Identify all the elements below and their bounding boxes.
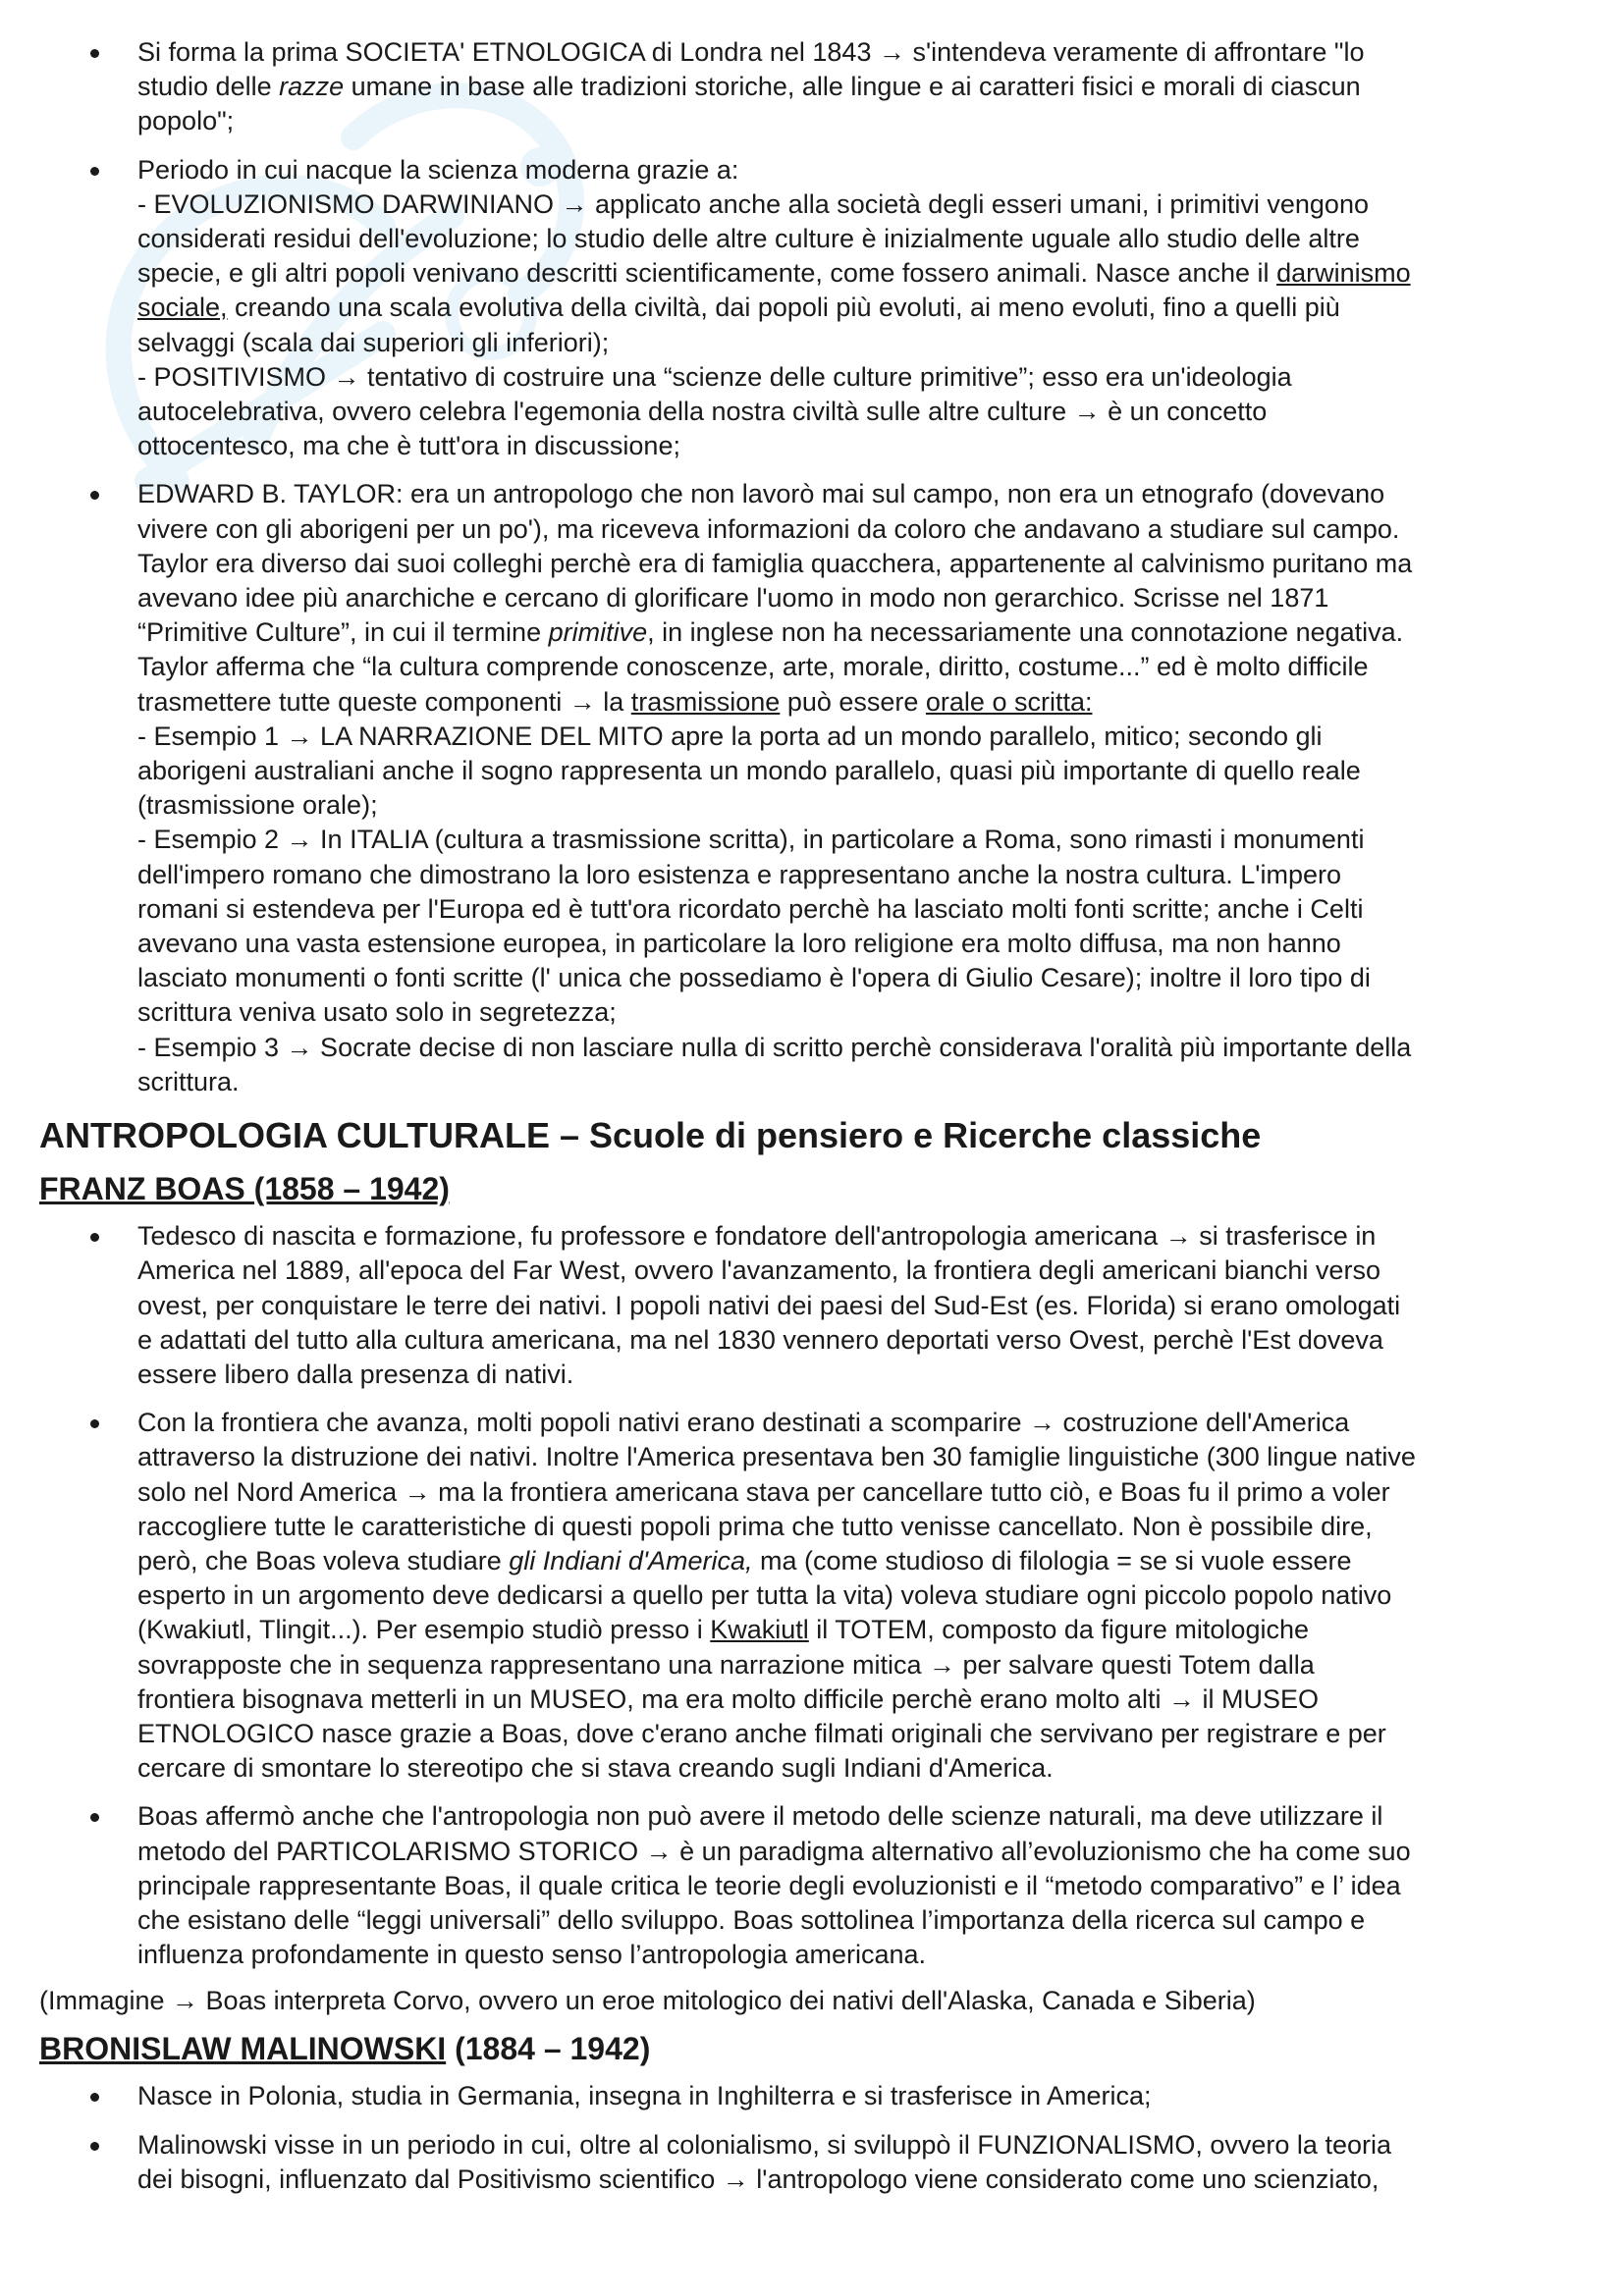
boas-bullet-1	[39, 1219, 1600, 1392]
text-line: America nel 1889, all'epoca del Far West, ovvero l'avanzamento, la frontiera degli americani bianchi verso	[137, 1255, 1380, 1286]
boas-image-note: (Immagine → Boas interpreta Corvo, ovvero un eroe mitologico dei nativi dell'Alaska, Canada e Siberia)	[39, 1986, 1256, 2016]
text-line: Periodo in cui nacque la scienza moderna grazie a:	[137, 154, 739, 185]
text-line: autocelebrativa, ovvero celebra l'egemonia della nostra civiltà sulle altre culture → è un concetto	[137, 397, 1268, 427]
malinowski-bullet-2	[39, 2128, 1600, 2197]
italic-text: gli Indiani d'America,	[509, 1545, 753, 1575]
text-line: vivere con gli aborigeni per un po'), ma riceveva informazioni da coloro che andavano a studiare sul campo.	[137, 513, 1400, 544]
text-line: dei bisogni, influenzato dal Positivismo scientifico → l'antropologo viene considerato come uno scienziato,	[137, 2163, 1380, 2194]
text-line: EDWARD B. TAYLOR: era un antropologo che non lavorò mai sul campo, non era un etnografo (dovevano	[137, 479, 1385, 509]
text-line: Taylor afferma che “la cultura comprende conoscenze, arte, morale, diritto, costume...” ed è molto difficile	[137, 652, 1369, 682]
section-title: ANTROPOLOGIA CULTURALE – Scuole di pensiero e Ricerche classiche	[39, 1115, 1262, 1156]
text-line: Tedesco di nascita e formazione, fu professore e fondatore dell'antropologia americana → si trasferisce in	[137, 1221, 1377, 1252]
text-line: Nasce in Polonia, studia in Germania, insegna in Inghilterra e si trasferisce in America;	[137, 2081, 1152, 2111]
text-line: attraverso la distruzione dei nativi. Inoltre l'America presentava ben 30 famiglie linguistiche (300 lingue native	[137, 1442, 1416, 1472]
text-line: (trasmissione orale);	[137, 790, 378, 821]
text-line: (Kwakiutl, Tlingit...). Per esempio studiò presso i Kwakiutl il TOTEM, composto da figure mitologiche	[137, 1615, 1309, 1645]
text-line: principale rappresentante Boas, il quale critica le teorie degli evoluzionisti e il “metodo comparativo” e l’ idea	[137, 1870, 1401, 1900]
malinowski-name: BRONISLAW MALINOWSKI	[39, 2031, 447, 2067]
intro-bullet-1	[39, 35, 1600, 139]
malinowski-heading	[39, 2028, 1600, 2069]
text-line: avevano una vasta estensione europea, in particolare la loro religione era molto diffusa, ma non hanno	[137, 929, 1341, 959]
bullet-dot-icon	[90, 49, 99, 58]
text-line: cercare di smontare lo stereotipo che si stava creando sugli Indiani d'America.	[137, 1753, 1054, 1784]
text-line: sociale, creando una scala evolutiva della civiltà, dai popoli più evoluti, ai meno evoluti, fino a quelli più	[137, 293, 1340, 323]
italic-text: razze	[279, 72, 345, 102]
document-page	[39, 35, 1600, 2211]
underlined-text: Kwakiutl	[710, 1615, 809, 1645]
text-line: - Esempio 2 → In ITALIA (cultura a trasmissione scritta), in particolare a Roma, sono rimasti i monumenti	[137, 825, 1365, 855]
text-line: selvaggi (scala dai superiori gli inferiori);	[137, 327, 610, 357]
text-line: Con la frontiera che avanza, molti popoli nativi erano destinati a scomparire → costruzione dell'America	[137, 1408, 1350, 1438]
underlined-text: sociale,	[137, 293, 228, 323]
malinowski-years: (1884 – 1942)	[446, 2031, 651, 2067]
text-line: - Esempio 1 → LA NARRAZIONE DEL MITO apre la porta ad un mondo parallelo, mitico; secondo gli	[137, 721, 1323, 751]
text-line: popolo";	[137, 106, 235, 136]
underlined-text: darwinismo	[1276, 258, 1411, 289]
boas-bullet-list	[39, 1219, 1600, 1972]
text-line: che esistano delle “leggi universali” dello sviluppo. Boas sottolinea l’importanza della ricerca sul campo e	[137, 1904, 1366, 1935]
boas-bullet-2	[39, 1406, 1600, 1786]
text-line: dell'impero romano che dimostrano la loro esistenza e rappresentano anche la nostra cultura. L'impero	[137, 859, 1341, 889]
text-line: - EVOLUZIONISMO DARWINIANO → applicato anche alla società degli esseri umani, i primitivi vengono	[137, 188, 1369, 219]
text-line: Malinowski visse in un periodo in cui, oltre al colonialismo, si sviluppò il FUNZIONALISMO, ovvero la teoria	[137, 2129, 1391, 2160]
malinowski-bullet-list	[39, 2079, 1600, 2197]
bullet-dot-icon	[90, 2142, 99, 2151]
text-line: lasciato monumenti o fonti scritte (l' unica che possediamo è l'opera di Giulio Cesare); inoltre il loro tipo di	[137, 963, 1371, 993]
text-line: frontiera bisognava metterli in un MUSEO, ma era molto difficile perchè erano molto alti → il MUSEO	[137, 1683, 1319, 1714]
text-line: ovest, per conquistare le terre dei nativi. I popoli nativi dei paesi del Sud-Est (es. Florida) si erano omologati	[137, 1290, 1401, 1320]
malinowski-bullet-1	[39, 2079, 1600, 2113]
boas-bullet-3	[39, 1799, 1600, 1972]
text-line: sovrapposte che in sequenza rappresentano una narrazione mitica → per salvare questi Totem dalla	[137, 1649, 1315, 1680]
intro-bullet-list	[39, 35, 1600, 1099]
text-line: solo nel Nord America → ma la frontiera americana stava per cancellare tutto ciò, e Boas fu il primo a voler	[137, 1476, 1390, 1507]
bullet-dot-icon	[90, 167, 99, 176]
intro-bullet-3	[39, 477, 1600, 1099]
text-line: influenza profondamente in questo senso l’antropologia americana.	[137, 1940, 927, 1970]
text-line: ETNOLOGICO nasce grazie a Boas, dove c'erano anche filmati originali che servivano per registrare e per	[137, 1718, 1386, 1748]
text-line: avevano idee più anarchiche e cercano di glorificare l'uomo in modo non gerarchico. Scrisse nel 1871	[137, 583, 1329, 614]
boas-heading	[39, 1168, 1600, 1209]
text-line: “Primitive Culture”, in cui il termine primitive, in inglese non ha necessariamente una connotazione negativa.	[137, 617, 1404, 648]
text-line: considerati residui dell'evoluzione; lo studio delle altre culture è inizialmente uguale allo studio delle altre	[137, 224, 1360, 254]
text-line: raccogliere tutte le caratteristiche di questi popoli prima che tutto venisse cancellato. Non è possibile dire,	[137, 1511, 1373, 1541]
text-line: - POSITIVISMO → tentativo di costruire una “scienze delle culture primitive”; esso era un'ideologia	[137, 361, 1292, 392]
text-line: trasmettere tutte queste componenti → la trasmissione può essere orale o scritta:	[137, 686, 1093, 717]
text-line: ottocentesco, ma che è tutt'ora in discussione;	[137, 431, 680, 461]
bullet-dot-icon	[90, 1419, 99, 1428]
bullet-dot-icon	[90, 1233, 99, 1242]
text-line: esperto in un argomento deve dedicarsi a quello per tutta la vita) voleva studiare ogni piccolo popolo nativo	[137, 1580, 1392, 1611]
text-line: e adattati del tutto alla cultura americana, ma nel 1830 vennero deportati verso Ovest, perchè l'Est doveva	[137, 1324, 1383, 1355]
text-line: studio delle razze umane in base alle tradizioni storiche, alle lingue e ai caratteri fisici e morali di ciascun	[137, 72, 1361, 102]
text-line: però, che Boas voleva studiare gli Indiani d'America, ma (come studioso di filologia = se si vuole essere	[137, 1545, 1352, 1575]
text-line: scrittura.	[137, 1066, 240, 1096]
text-line: Boas affermò anche che l'antropologia non può avere il metodo delle scienze naturali, ma deve utilizzare il	[137, 1801, 1383, 1832]
text-line: metodo del PARTICOLARISMO STORICO → è un paradigma alternativo all’evoluzionismo che ha come suo	[137, 1836, 1411, 1866]
text-line: Si forma la prima SOCIETA' ETNOLOGICA di Londra nel 1843 → s'intendeva veramente di affrontare "lo	[137, 37, 1365, 67]
bullet-dot-icon	[90, 1813, 99, 1822]
text-line: romani si estendeva per l'Europa ed è tutt'ora ricordato perchè ha lasciato molti fonti scritte; anche i Celti	[137, 893, 1364, 924]
bullet-dot-icon	[90, 491, 99, 500]
text-line: essere libero dalla presenza di nativi.	[137, 1359, 574, 1389]
text-line: - Esempio 3 → Socrate decise di non lasciare nulla di scritto perchè considerava l'oralità più importante della	[137, 1032, 1412, 1062]
underlined-text: orale o scritta:	[925, 686, 1093, 717]
intro-bullet-2	[39, 153, 1600, 464]
text-line: scrittura veniva usato solo in segretezza;	[137, 997, 617, 1028]
italic-text: primitive	[548, 617, 648, 648]
boas-heading-text: FRANZ BOAS (1858 – 1942)	[39, 1171, 450, 1207]
text-line: aborigeni australiani anche il sogno rappresenta un mondo parallelo, quasi più importante di quello reale	[137, 756, 1361, 786]
text-line: specie, e gli altri popoli venivano descritti scientificamente, come fossero animali. Nasce anche il darwinismo	[137, 258, 1411, 289]
underlined-text: trasmissione	[630, 686, 781, 717]
text-line: Taylor era diverso dai suoi colleghi perchè era di famiglia quacchera, appartenente al calvinismo puritano ma	[137, 548, 1413, 578]
bullet-dot-icon	[90, 2093, 99, 2102]
